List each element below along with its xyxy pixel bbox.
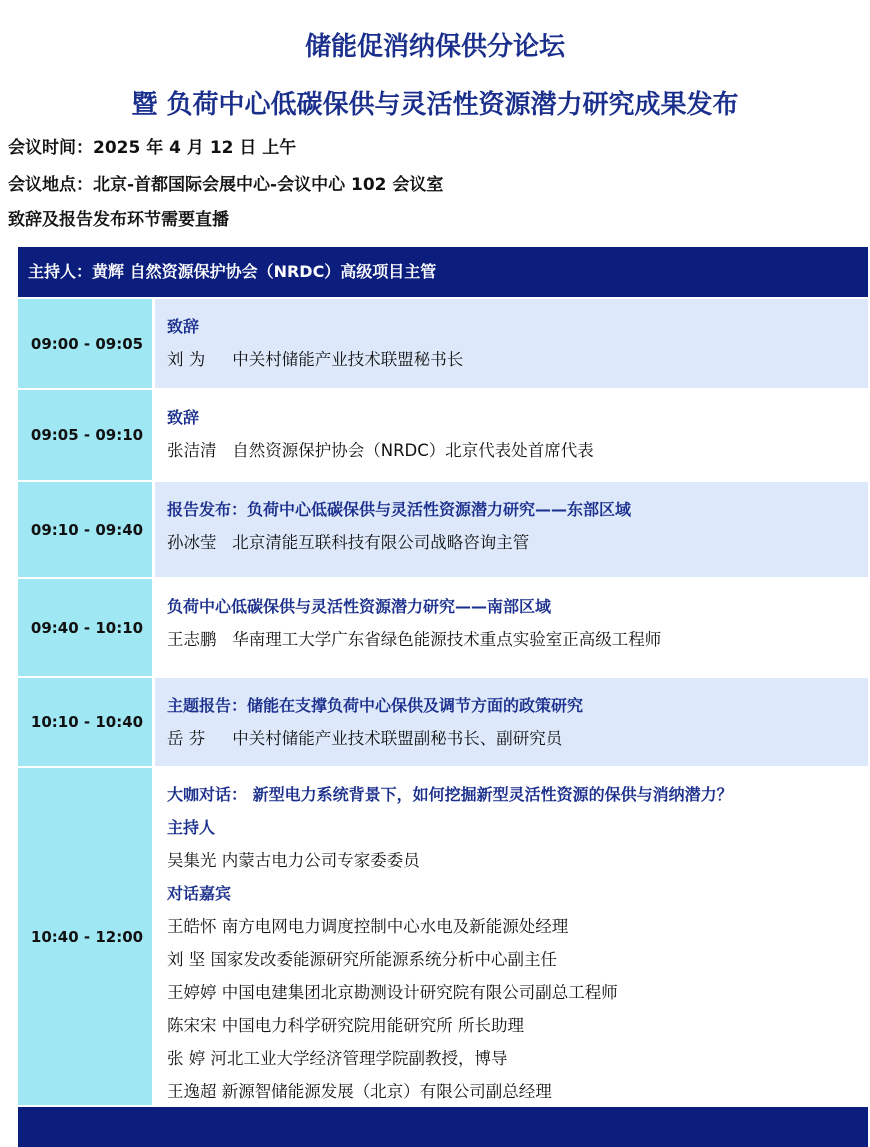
session-speaker [167, 533, 868, 553]
speaker-title: 中关村储能产业技术联盟秘书长 [232, 350, 464, 369]
speaker-name: 张 婷 [167, 1049, 206, 1068]
agenda-table [18, 247, 868, 1147]
session-content [155, 579, 868, 676]
speaker-name: 王逸超 [167, 1082, 217, 1101]
session-topic: 报告发布：负荷中心低碳保供与灵活性资源潜力研究——东部区域 [167, 500, 632, 519]
speaker-title: 自然资源保护协会（NRDC）北京代表处首席代表 [232, 441, 594, 460]
speaker-title: 内蒙古电力公司专家委委员 [221, 851, 420, 870]
speaker-name: 张洁清 [167, 441, 217, 460]
guest-entry [167, 910, 868, 943]
session-row [18, 388, 868, 480]
host-bar: 主持人：黄辉 自然资源保护协会（NRDC）高级项目主管 [18, 247, 868, 297]
speaker-name: 孙冰莹 [167, 533, 217, 552]
speaker-name: 王志鹏 [167, 630, 217, 649]
moderator-entry [167, 844, 868, 877]
session-speaker [167, 441, 868, 461]
dialogue-topic: 大咖对话： 新型电力系统背景下，如何挖掘新型灵活性资源的保供与消纳潜力？ [167, 785, 733, 804]
session-time: 09:00 - 09:05 [18, 299, 152, 388]
speaker-title: 新源智储能源发展（北京）有限公司副总经理 [221, 1082, 552, 1101]
guest-entry [167, 1009, 868, 1042]
speaker-name: 王婷婷 [167, 983, 217, 1002]
guest-entry [167, 1075, 868, 1108]
session-speaker [167, 350, 868, 370]
session-time: 10:40 - 12:00 [18, 768, 152, 1105]
session-topic: 致辞 [167, 408, 200, 427]
session-time: 09:40 - 10:10 [18, 579, 152, 676]
speaker-title: 中关村储能产业技术联盟副秘书长、副研究员 [232, 729, 563, 748]
speaker-name: 岳 芬 [167, 729, 206, 748]
speaker-title: 北京清能互联科技有限公司战略咨询主管 [232, 533, 530, 552]
session-row [18, 676, 868, 766]
speaker-name: 王皓怀 [167, 917, 217, 936]
session-time: 09:05 - 09:10 [18, 390, 152, 480]
moderator-label: 主持人 [167, 818, 216, 837]
meeting-time: 会议时间：2025 年 4 月 12 日 上午 [8, 138, 297, 158]
speaker-title: 中国电力科学研究院用能研究所 所长助理 [221, 1016, 524, 1035]
speaker-title: 国家发改委能源研究所能源系统分析中心副主任 [210, 950, 557, 969]
session-row [18, 480, 868, 577]
dialogue-row [18, 766, 868, 1105]
session-content [155, 678, 868, 766]
speaker-name: 刘 坚 [167, 950, 206, 969]
speaker-name: 刘 为 [167, 350, 206, 369]
page-title: 储能促消纳保供分论坛 [304, 32, 565, 62]
guest-entry [167, 1042, 868, 1075]
guest-entry [167, 976, 868, 1009]
broadcast-note: 致辞及报告发布环节需要直播 [8, 210, 229, 230]
page-subtitle: 暨 负荷中心低碳保供与灵活性资源潜力研究成果发布 [131, 90, 739, 120]
footer-bar [18, 1105, 868, 1147]
speaker-name: 陈宋宋 [167, 1016, 217, 1035]
session-time: 09:10 - 09:40 [18, 482, 152, 577]
session-time: 10:10 - 10:40 [18, 678, 152, 766]
session-topic: 致辞 [167, 317, 200, 336]
speaker-title: 中国电建集团北京勘测设计研究院有限公司副总工程师 [221, 983, 618, 1002]
guest-entry [167, 943, 868, 976]
guests-label: 对话嘉宾 [167, 884, 232, 903]
meeting-place: 会议地点：北京-首都国际会展中心-会议中心 102 会议室 [8, 175, 444, 195]
speaker-title: 南方电网电力调度控制中心水电及新能源处经理 [221, 917, 569, 936]
session-topic: 负荷中心低碳保供与灵活性资源潜力研究——南部区域 [167, 597, 552, 616]
session-content [155, 299, 868, 388]
session-topic: 主题报告：储能在支撑负荷中心保供及调节方面的政策研究 [167, 696, 584, 715]
session-row [18, 577, 868, 676]
speaker-title: 华南理工大学广东省绿色能源技术重点实验室正高级工程师 [232, 630, 662, 649]
dialogue-content [155, 768, 868, 1105]
session-row [18, 297, 868, 388]
speaker-title: 河北工业大学经济管理学院副教授，博导 [210, 1049, 508, 1068]
session-content [155, 482, 868, 577]
session-content [155, 390, 868, 480]
session-speaker [167, 729, 868, 749]
session-speaker [167, 630, 868, 650]
speaker-name: 吴集光 [167, 851, 217, 870]
